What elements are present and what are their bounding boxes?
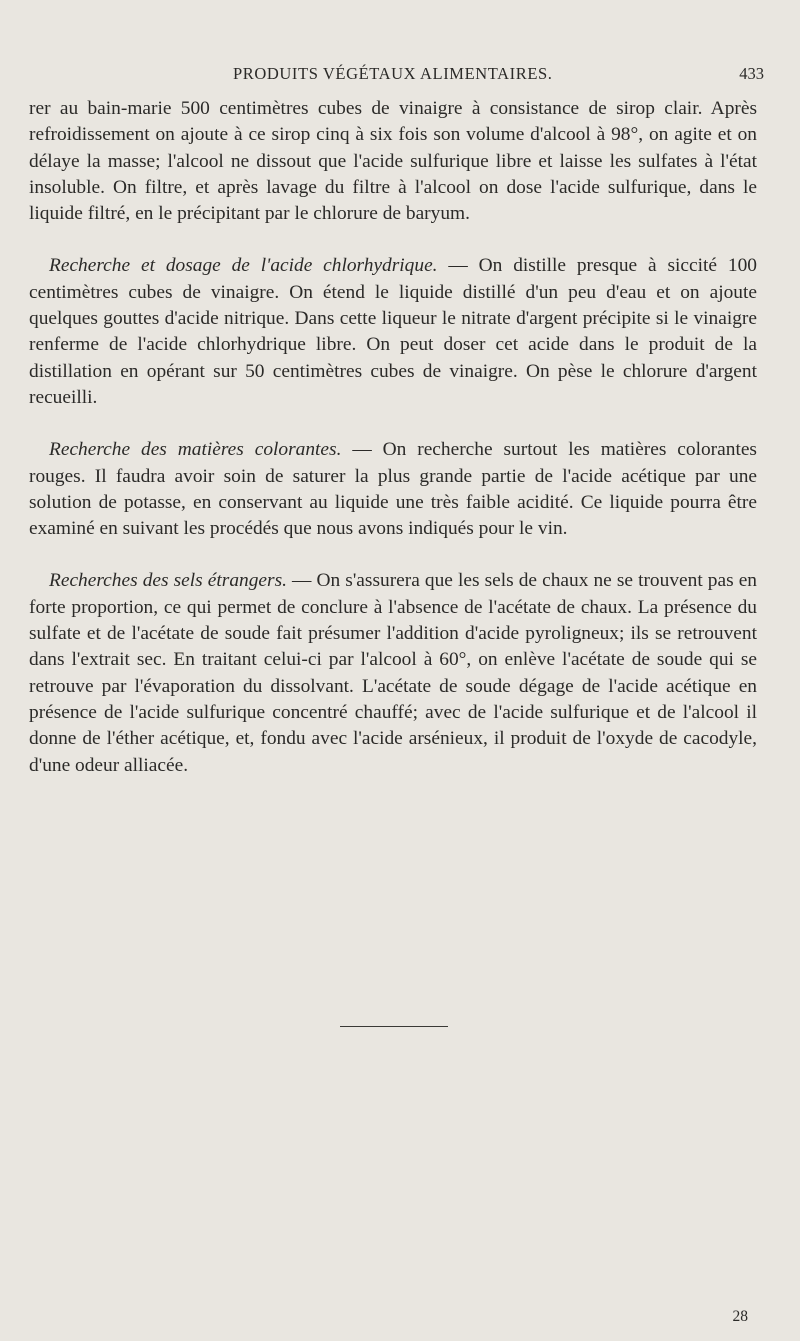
paragraph-heading: Recherches des sels étrangers. bbox=[49, 570, 287, 592]
paragraph-sels-etrangers bbox=[29, 568, 757, 778]
paragraph-continuation bbox=[29, 96, 757, 227]
running-title: PRODUITS VÉGÉTAUX ALIMENTAIRES. bbox=[233, 64, 553, 83]
paragraph-matieres-colorantes bbox=[29, 437, 757, 542]
paragraph-heading: Recherche et dosage de l'acide chlorhydrique. bbox=[49, 255, 438, 277]
page-number: 433 bbox=[739, 64, 764, 83]
printer-signature: 28 bbox=[732, 1308, 748, 1325]
section-end-rule bbox=[340, 1026, 448, 1027]
paragraph-text: — On recherche surtout les matières colorantes rouges. Il faudra avoir soin de saturer la plus grande partie de l'acide acétique par une solution de potasse, en conservant au liquide une très faible acidité. Ce liquide pourra être examiné en suivant les procédés que nous avons indiqués pour le vin. bbox=[29, 439, 757, 540]
running-header bbox=[0, 64, 800, 88]
paragraph-heading: Recherche des matières colorantes. bbox=[49, 439, 342, 461]
paragraph-text: rer au bain-marie 500 centimètres cubes de vinaigre à consistance de sirop clair. Après refroidissement on ajoute à ce sirop cinq à six fois son volume d'alcool à 98°, on agite et on délaye la masse; l'alcool ne dissout que l'acide sulfurique libre et laisse les sulfates à l'état insoluble. On filtre, et après lavage du filtre à l'alcool on dose l'acide sulfurique, dans le liquide filtré, en le précipitant par le chlorure de baryum. bbox=[29, 98, 757, 225]
paragraph-text: — On s'assurera que les sels de chaux ne se trouvent pas en forte proportion, ce qui permet de conclure à l'absence de l'acétate de chaux. La présence du sulfate et de l'acétate de soude fait présumer l'addition d'acide pyroligneux; ils se retrouvent dans l'extrait sec. En traitant celui-ci par l'alcool à 60°, on enlève l'acétate de soude qui se retrouve par l'évaporation du dissolvant. L'acétate de soude dégage de l'acide acétique en présence de l'acide sulfurique concentré chauffé; avec de l'acide sulfurique et de l'alcool il donne de l'éther acétique, et, fondu avec l'acide arsénieux, il produit de l'oxyde de cacodyle, d'une odeur alliacée. bbox=[29, 570, 757, 776]
paragraph-text: — On distille presque à siccité 100 centimètres cubes de vinaigre. On étend le liquide distillé d'un peu d'eau et on ajoute quelques gouttes d'acide nitrique. Dans cette liqueur le nitrate d'argent précipite si le vinaigre renferme de l'acide chlorhydrique libre. On peut doser cet acide dans le produit de la distillation en opérant sur 50 centimètres cubes de vinaigre. On pèse le chlorure d'argent recueilli. bbox=[29, 255, 757, 408]
paragraph-chlorhydrique bbox=[29, 253, 757, 411]
body-text bbox=[29, 96, 757, 779]
